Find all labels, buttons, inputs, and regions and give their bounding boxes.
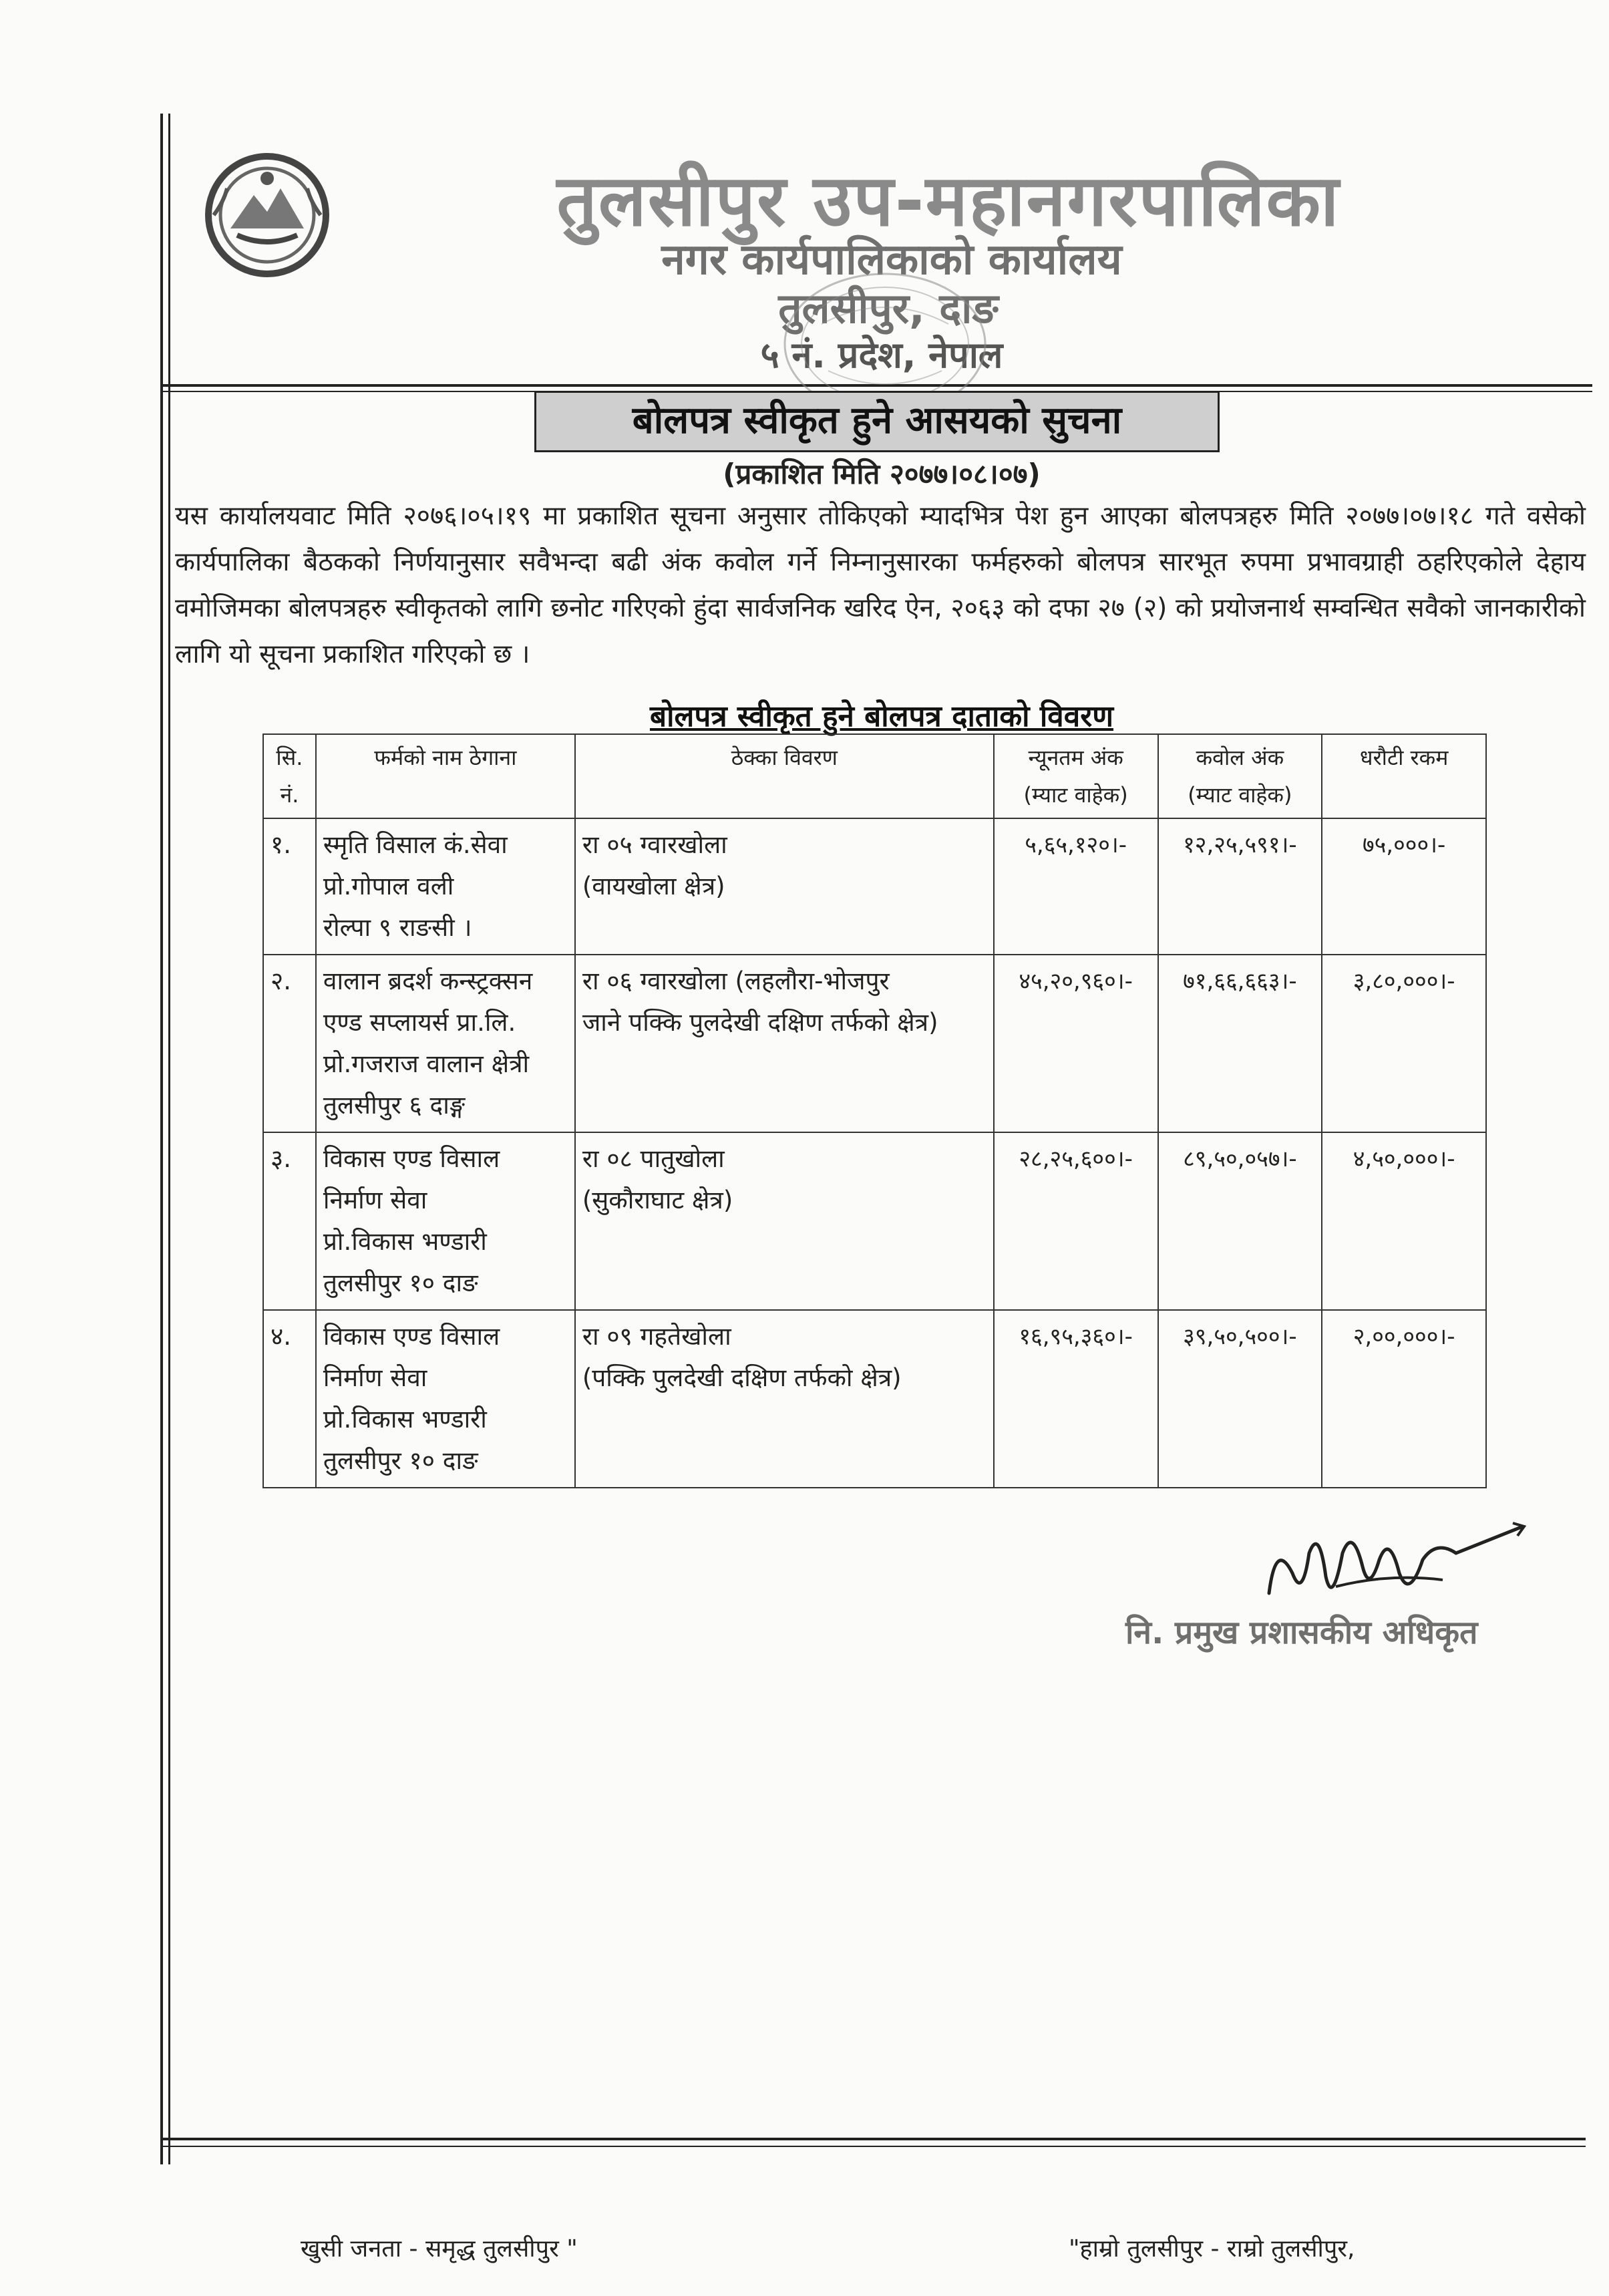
cell-firm bbox=[316, 955, 575, 1132]
cell-deposit: ४,५०,०००।- bbox=[1322, 1132, 1486, 1310]
cell-minimum: २८,२५,६००।- bbox=[994, 1132, 1158, 1310]
cell-bid: ७१,६६,६६३।- bbox=[1158, 955, 1322, 1132]
cell-serial: १. bbox=[263, 818, 316, 955]
header-minimum-line1: न्यूनतम अंक bbox=[1028, 745, 1123, 770]
header-minimum bbox=[994, 734, 1158, 818]
signatory-title: नि. प्रमुख प्रशासकीय अधिकृत bbox=[1125, 1614, 1478, 1651]
cell-serial: २. bbox=[263, 955, 316, 1132]
cell-deposit: ३,८०,०००।- bbox=[1322, 955, 1486, 1132]
cell-bid: १२,२५,५९१।- bbox=[1158, 818, 1322, 955]
cell-contract-line: (पक्कि पुलदेखी दक्षिण तर्फको क्षेत्र) bbox=[582, 1363, 902, 1392]
handwritten-signature-icon bbox=[1256, 1513, 1536, 1620]
cell-contract-line: रा ०६ ग्वारखोला (लहलौरा-भोजपुर bbox=[582, 967, 890, 995]
header-bid bbox=[1158, 734, 1322, 818]
cell-serial: ४. bbox=[263, 1310, 316, 1488]
cell-firm-line: एण्ड सप्लायर्स प्रा.लि. bbox=[323, 1008, 516, 1037]
footer-slogan-left: खुसी जनता - समृद्ध तुलसीपुर " bbox=[301, 2235, 578, 2263]
cell-firm bbox=[316, 1132, 575, 1310]
cell-deposit: ७५,०००।- bbox=[1322, 818, 1486, 955]
cell-contract-line: (सुकौराघाट क्षेत्र) bbox=[582, 1186, 733, 1214]
cell-minimum: ५,६५,१२०।- bbox=[994, 818, 1158, 955]
cell-deposit: २,००,०००।- bbox=[1322, 1310, 1486, 1488]
footer-slogan-right: "हाम्रो तुलसीपुर - राम्रो तुलसीपुर, bbox=[1069, 2235, 1355, 2263]
table-row bbox=[263, 1132, 1486, 1310]
table-row bbox=[263, 818, 1486, 955]
cell-bid: ३९,५०,५००।- bbox=[1158, 1310, 1322, 1488]
cell-firm-line: तुलसीपुर ६ दाङ्ग bbox=[323, 1091, 466, 1120]
footer-rule-top bbox=[163, 2138, 1586, 2140]
cell-serial: ३. bbox=[263, 1132, 316, 1310]
header-firm: फर्मको नाम ठेगाना bbox=[316, 734, 575, 818]
cell-minimum: ४५,२०,९६०।- bbox=[994, 955, 1158, 1132]
left-border-rule-inner bbox=[168, 114, 170, 2164]
cell-firm-line: तुलसीपुर १० दाङ bbox=[323, 1446, 478, 1475]
header-minimum-line2: (म्याट वाहेक) bbox=[1023, 782, 1128, 808]
header-contract: ठेक्का विवरण bbox=[575, 734, 994, 818]
header-bid-line1: कवोल अंक bbox=[1196, 745, 1284, 770]
cell-contract bbox=[575, 818, 994, 955]
cell-firm-line: स्मृति विसाल कं.सेवा bbox=[323, 830, 508, 859]
cell-firm-line: निर्माण सेवा bbox=[323, 1186, 427, 1214]
left-border-rule bbox=[160, 114, 163, 2164]
municipality-emblem-icon bbox=[200, 148, 334, 282]
header-serial: सि. नं. bbox=[263, 734, 316, 818]
cell-firm-line: विकास एण्ड विसाल bbox=[323, 1322, 500, 1351]
notice-title: बोलपत्र स्वीकृत हुने आसयको सुचना bbox=[534, 391, 1220, 452]
cell-firm-line: तुलसीपुर १० दाङ bbox=[323, 1269, 478, 1297]
cell-firm-line: निर्माण सेवा bbox=[323, 1363, 427, 1392]
municipality-name: तुलसीपुर उप-महानगरपालिका bbox=[556, 160, 1340, 242]
publication-date: (प्रकाशित मिति २०७७।०८।०७) bbox=[723, 458, 1041, 490]
bid-details-table bbox=[262, 733, 1487, 1488]
header-deposit: धरौटी रकम bbox=[1322, 734, 1486, 818]
cell-firm bbox=[316, 1310, 575, 1488]
cell-contract-line: रा ०५ ग्वारखोला bbox=[582, 830, 727, 859]
province-name: ५ नं. प्रदेश, नेपाल bbox=[760, 334, 1003, 376]
notice-body: यस कार्यालयवाट मिति २०७६।०५।१९ मा प्रकाशित सूचना अनुसार तोकिएको म्यादभित्र पेश हुन आएका बोलपत्रहरु मिति २०७७।०७।१८ गते वसेको कार्यपालिका बैठकको निर्णयानुसार सवैभन्दा बढी अंक कवोल गर्ने निम्नानुसारका फर्महरुको बोलपत्र सारभूत रुपमा प्रभावग्राही ठहरिएकोले देहाय वमोजिमका बोलपत्रहरु स्वीकृतको लागि छनोट गरिएको हुंदा सार्वजनिक खरिद ऐन, २०६३ को दफा २७ (२) को प्रयोजनार्थ सम्वन्धित सवैको जानकारीको लागि यो सूचना प्रकाशित गरिएको छ । bbox=[175, 501, 1586, 669]
table-header-row bbox=[263, 734, 1486, 818]
cell-contract-line: जाने पक्कि पुलदेखी दक्षिण तर्फको क्षेत्र) bbox=[582, 1008, 938, 1037]
cell-firm-line: प्रो.गजराज वालान क्षेत्री bbox=[323, 1049, 530, 1078]
cell-firm-line: प्रो.विकास भण्डारी bbox=[323, 1405, 487, 1434]
cell-firm-line: प्रो.विकास भण्डारी bbox=[323, 1227, 487, 1256]
table-row bbox=[263, 1310, 1486, 1488]
cell-firm-line: रोल्पा ९ राङसी । bbox=[323, 913, 472, 942]
cell-firm-line: वालान ब्रदर्श कन्स्ट्रक्सन bbox=[323, 967, 533, 995]
cell-contract-line: रा ०९ गहतेखोला bbox=[582, 1322, 731, 1351]
table-body bbox=[263, 818, 1486, 1488]
table-title: बोलपत्र स्वीकृत हुने बोलपत्र दाताको विवरण bbox=[649, 699, 1114, 733]
office-name: नगर कार्यपालिकाको कार्यालय bbox=[661, 235, 1122, 285]
cell-minimum: १६,९५,३६०।- bbox=[994, 1310, 1158, 1488]
cell-contract bbox=[575, 1310, 994, 1488]
cell-contract-line: (वायखोला क्षेत्र) bbox=[582, 872, 725, 900]
cell-contract-line: रा ०८ पातुखोला bbox=[582, 1144, 725, 1173]
cell-firm-line: प्रो.गोपाल वली bbox=[323, 872, 454, 900]
footer-rule-bottom bbox=[163, 2146, 1586, 2147]
table-row bbox=[263, 955, 1486, 1132]
cell-contract bbox=[575, 955, 994, 1132]
cell-contract bbox=[575, 1132, 994, 1310]
cell-bid: ८९,५०,०५७।- bbox=[1158, 1132, 1322, 1310]
cell-firm bbox=[316, 818, 575, 955]
office-location: तुलसीपुर, दाङ bbox=[778, 284, 999, 333]
header-bid-line2: (म्याट वाहेक) bbox=[1188, 782, 1292, 808]
cell-firm-line: विकास एण्ड विसाल bbox=[323, 1144, 500, 1173]
